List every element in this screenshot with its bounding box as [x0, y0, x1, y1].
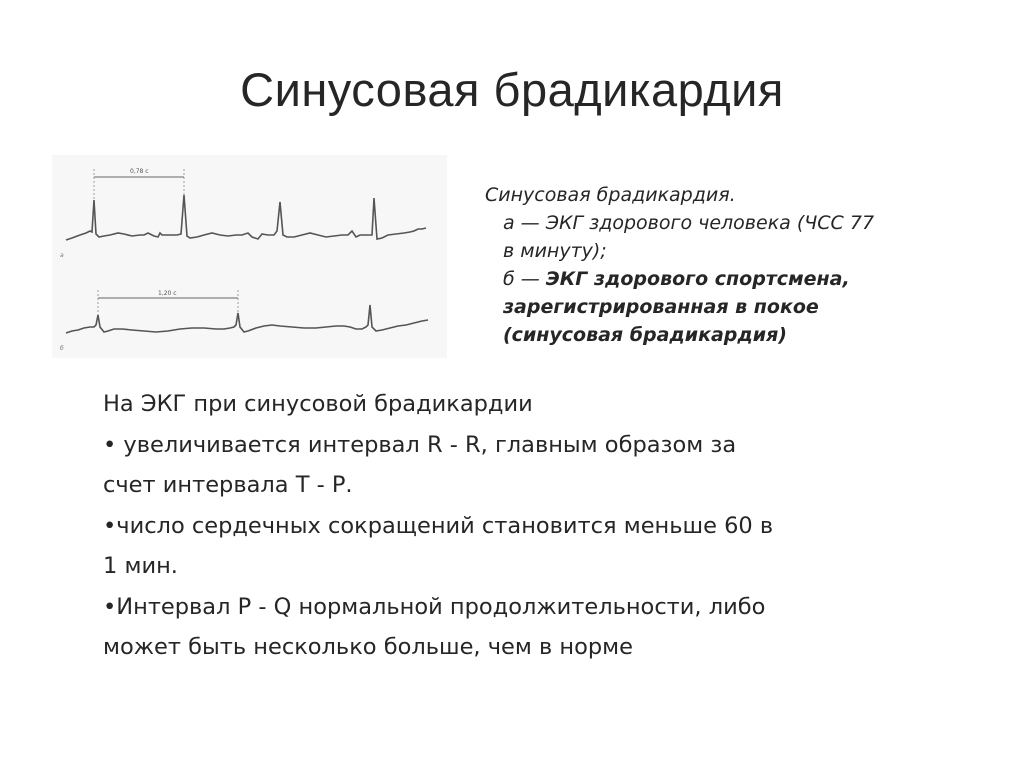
body-line-bullet-1-cont: счет интервала Т - Р.: [103, 472, 353, 498]
ecg-trace-a: [66, 195, 426, 240]
caption-title: Синусовая брадикардия.: [485, 184, 736, 206]
ecg-trace-b: [66, 305, 428, 333]
interval-label-a: 0,78 с: [130, 168, 149, 175]
caption-item-b-cont: зарегистрированная в покое: [503, 296, 819, 318]
interval-label-b: 1,20 с: [158, 290, 177, 297]
ecg-figure: [52, 155, 447, 358]
caption-item-a: а — ЭКГ здорового человека (ЧСС 77: [503, 212, 875, 234]
caption-item-a-cont: в минуту);: [503, 240, 607, 262]
body-line-bullet-3-cont: может быть несколько больше, чем в норме: [103, 634, 633, 660]
slide-title: Синусовая брадикардия: [240, 63, 784, 116]
body-line-bullet-2: •число сердечных сокращений становится меньше 60 в: [103, 512, 774, 539]
body-line-intro: На ЭКГ при синусовой брадикардии: [103, 391, 533, 417]
body-text: [103, 384, 963, 668]
strip-label-a: а: [60, 252, 64, 259]
figure-caption: [485, 181, 985, 349]
caption-item-b-bold: ЭКГ здорового спортсмена,: [545, 268, 850, 290]
ecg-strip-a: [60, 168, 426, 259]
body-line-bullet-2-cont: 1 мин.: [103, 553, 178, 579]
body-line-bullet-1: • увеличивается интервал R - R, главным образом за: [103, 431, 737, 458]
caption-item-b-prefix: б —: [503, 268, 546, 290]
caption-item-b-end: (синусовая брадикардия): [503, 324, 787, 346]
strip-label-b: б: [60, 345, 64, 352]
ecg-strip-b: [60, 290, 428, 352]
caption-item-b: [485, 265, 985, 293]
body-line-bullet-3: •Интервал P - Q нормальной продолжительности, либо: [103, 593, 766, 620]
